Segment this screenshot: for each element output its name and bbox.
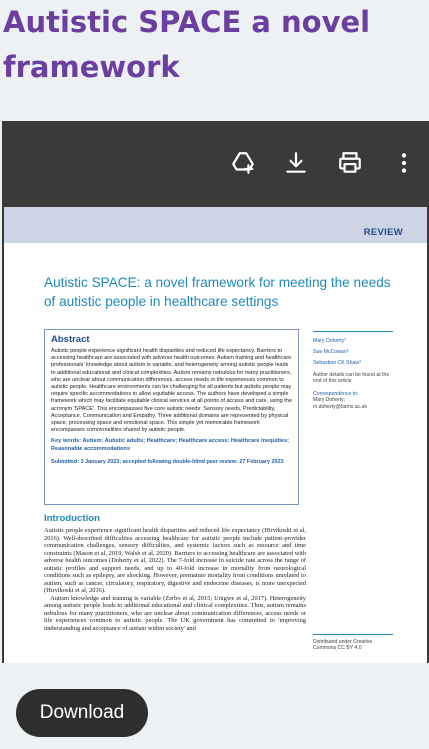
abstract-keywords: Key words: Autism; Autistic adults; Healthcare; Healthcare access; Healthcare inequities; Reasonable accommodations bbox=[51, 438, 290, 453]
pdf-page[interactable] bbox=[4, 207, 427, 663]
correspondence-text: Mary Doherty; m.doherty@bams.ac.uk bbox=[313, 397, 367, 410]
intro-paragraph: Autism knowledge and training is variable (Zerbo et al, 2015; Unigwe et al, 2017). Heterogeneity among autistic people leads to additional educational and clinical complexities. Thus, autism remains nebulous for many practitioners, who are unclear about communication differences, access needs or life experiences common to autistic people. The UK government has committed to 'improving understanding and acceptance of autism within society' and bbox=[44, 594, 306, 632]
author-name: Sue McCowan² bbox=[313, 349, 349, 355]
download-icon[interactable] bbox=[282, 149, 310, 177]
author-note: Author details can be found at the end of this article bbox=[313, 372, 390, 385]
more-vert-icon[interactable] bbox=[390, 149, 418, 177]
page-title: Autistic SPACE a novel framework bbox=[3, 5, 371, 84]
print-icon[interactable] bbox=[336, 149, 364, 177]
introduction-body bbox=[44, 527, 306, 632]
abstract-submitted: Submitted: 3 January 2023; accepted following double-blind peer review: 27 February 2023 bbox=[51, 458, 284, 465]
pdf-viewer[interactable] bbox=[2, 121, 429, 663]
abstract-box bbox=[44, 329, 299, 505]
intro-paragraph: Autistic people experience significant health disparities and reduced life expectancy (Hirvikoski et al, 2016). Well-described difficulties accessing healthcare for autistic people include patient-provider communication challenges, sensory difficulties, and systemic factors such as resource and time constraints (Mason et al, 2019, Walsh et al, 2020). Barriers to accessing healthcare are associated with adverse health outcomes (Doherty et al, 2022). The 7-fold increase in suicide rate across the range of autistic profiles and support needs, and up to 40-fold increase in mortality from neurological conditions such as epilepsy, are shocking. However, premature mortality from conditions unrelated to autism, such as cancer, circulatory, respiratory, digestive and endocrine diseases, is more unexpected (Hirvikoski et al, 2016). bbox=[44, 527, 306, 594]
license-note: Distributed under Creative Commons CC BY 4.0 bbox=[313, 634, 393, 652]
author-name: Mary Doherty¹ bbox=[313, 338, 346, 344]
add-to-drive-icon[interactable] bbox=[229, 149, 257, 177]
download-button[interactable]: Download bbox=[16, 689, 148, 737]
abstract-text: Autistic people experience significant health disparities and reduced life expectancy. Barriers to accessing healthcare are associated with adverse health outcomes. Autism training and healthcare professionals' knowledge about autism is variable, and heterogeneity among autistic people leads to additional educational and clinical complexities. Autism remains nebulous for many practitioners, who are unclear about communication differences, access needs or life experiences common to autistic people. Healthcare environments can be challenging for all patients but autistic people may require specific accommodations to allow equitable access. The authors have developed a simple framework which may facilitate equitable clinical services at all points of access and care, using the acronym 'SPACE'. This encompasses five core autistic needs: Sensory needs, Predictability, Acceptance, Communication and Empathy. Three additional domains are represented by physical space, processing space and emotional space. This simple yet memorable framework encompasses commonalities shared by autistic people. bbox=[51, 348, 292, 434]
section-label: REVIEW bbox=[363, 227, 403, 238]
author-name: Sebastian CK Shaw³ bbox=[313, 360, 361, 366]
pdf-toolbar bbox=[2, 121, 429, 205]
abstract-heading: Abstract bbox=[51, 334, 90, 345]
paper-title: Autistic SPACE: a novel framework for meeting the needs of autistic people in healthcare settings bbox=[44, 275, 391, 309]
introduction-heading: Introduction bbox=[44, 513, 100, 524]
author-sidebar bbox=[313, 331, 393, 410]
correspondence-heading: Correspondence to: bbox=[313, 390, 359, 397]
